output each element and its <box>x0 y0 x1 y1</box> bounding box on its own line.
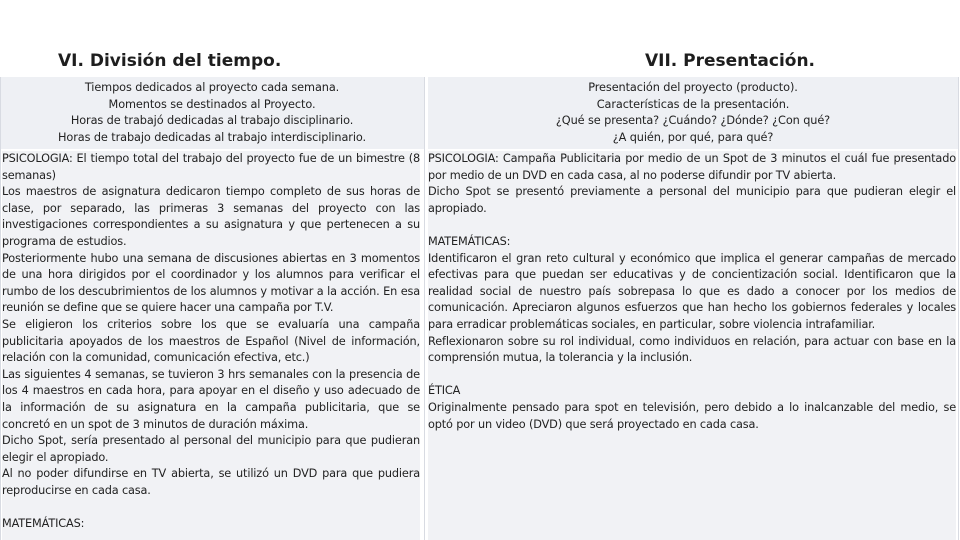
left-header-box <box>0 77 424 149</box>
right-paragraph: Originalmente pensado para spot en televisión, pero debido a lo inalcanzable del medio, se optó por un video (DVD) que será proyectado en cada casa. <box>428 400 956 431</box>
left-header-line: Momentos se destinados al Proyecto. <box>108 97 316 111</box>
left-spacer <box>2 499 420 516</box>
right-body-text <box>428 151 956 540</box>
right-header-line: Características de la presentación. <box>596 97 790 111</box>
left-header-line: Tiempos dedicados al proyecto cada semana. <box>84 81 340 94</box>
right-paragraph: PSICOLOGIA: Campaña Publicitaria por medio de un Spot de 3 minutos el cuál fue presentado por medio de un DVD en cada casa, al no poderse difundir por TV abierta. <box>428 152 956 182</box>
table-border-left <box>0 77 1 540</box>
left-paragraph: Se eligieron los criterios sobre los que se evaluaría una campaña publicitaria apoyados de los maestros de Español (Nivel de información, relación con la comunidad, comunicación efectiva, etc.) <box>2 317 420 365</box>
table-border-right <box>958 77 959 540</box>
right-paragraph: Identificaron el gran reto cultural y económico que implica el generar campañas de mercado efectivas para que puedan ser educativas y de concientización social. Identificaron que la realidad social de nuestro país sobrepasa lo que es dado a conocer por los medios de comunicación. Apreciaron algunos esfuerzos que han hecho los gobiernos federales y locales para erradicar problemáticas sociales, en particular, sobre violencia intrafamiliar. <box>428 251 956 331</box>
left-paragraph: Las siguientes 4 semanas, se tuvieron 3 hrs semanales con la presencia de los 4 maestros en cada hora, para apoyar en el diseño y uso adecuado de la información de su asignatura en la campaña publicitaria, que se concretó en un spot de 3 minutos de duración máxima. <box>2 367 420 431</box>
right-spacer <box>428 217 956 234</box>
left-paragraph: Dicho Spot, sería presentado al personal del municipio para que pudieran elegir el apropiado. <box>2 434 420 464</box>
left-paragraph: Los maestros de asignatura dedicaron tiempo completo de sus horas de clase, por separado, las primeras 3 semanas del proyecto con las investigaciones correspondientes a su asignatura y que pertenecen a su programa de estudios. <box>2 185 420 248</box>
left-header-line: Horas de trabajo dedicadas al trabajo interdisciplinario. <box>58 130 366 144</box>
right-paragraph: MATEMÁTICAS: <box>428 234 511 248</box>
left-header-line: Horas de trabajó dedicadas al trabajo disciplinario. <box>70 114 354 127</box>
column-divider <box>424 77 425 540</box>
right-header-line: ¿Qué se presenta? ¿Cuándo? ¿Dónde? ¿Con qué? <box>555 114 831 127</box>
left-paragraph: PSICOLOGIA: El tiempo total del trabajo del proyecto fue de un bimestre (8 semanas) <box>2 152 420 182</box>
right-header-line: Presentación del proyecto (producto). <box>588 81 798 94</box>
right-paragraph: Reflexionaron sobre su rol individual, como individuos en relación, para actuar con base en la comprensión mutua, la tolerancia y la inclusión. <box>428 334 956 365</box>
left-column-title: VI. División del tiempo. <box>58 51 282 71</box>
right-column-title: VII. Presentación. <box>644 51 816 71</box>
right-paragraph: ÉTICA <box>428 384 461 398</box>
left-paragraph: Posteriormente hubo una semana de discusiones abiertas en 3 momentos de una hora dirigidos por el coordinador y los alumnos para verificar el rumbo de los descubrimientos de los alumnos y motivar a la acción. En esa reunión se define que se quiere hacer una campaña por T.V. <box>2 251 420 315</box>
left-paragraph: Al no poder difundirse en TV abierta, se utilizó un DVD para que pudiera reproducirse en cada casa. <box>2 467 420 497</box>
right-header-box <box>428 77 958 149</box>
left-paragraph: MATEMÁTICAS: <box>2 517 85 531</box>
right-header-line: ¿A quién, por qué, para qué? <box>612 130 774 144</box>
right-paragraph: Dicho Spot se presentó previamente a personal del municipio para que pudieran elegir el apropiado. <box>428 185 956 215</box>
right-spacer <box>428 367 956 384</box>
left-body-text <box>2 151 420 540</box>
